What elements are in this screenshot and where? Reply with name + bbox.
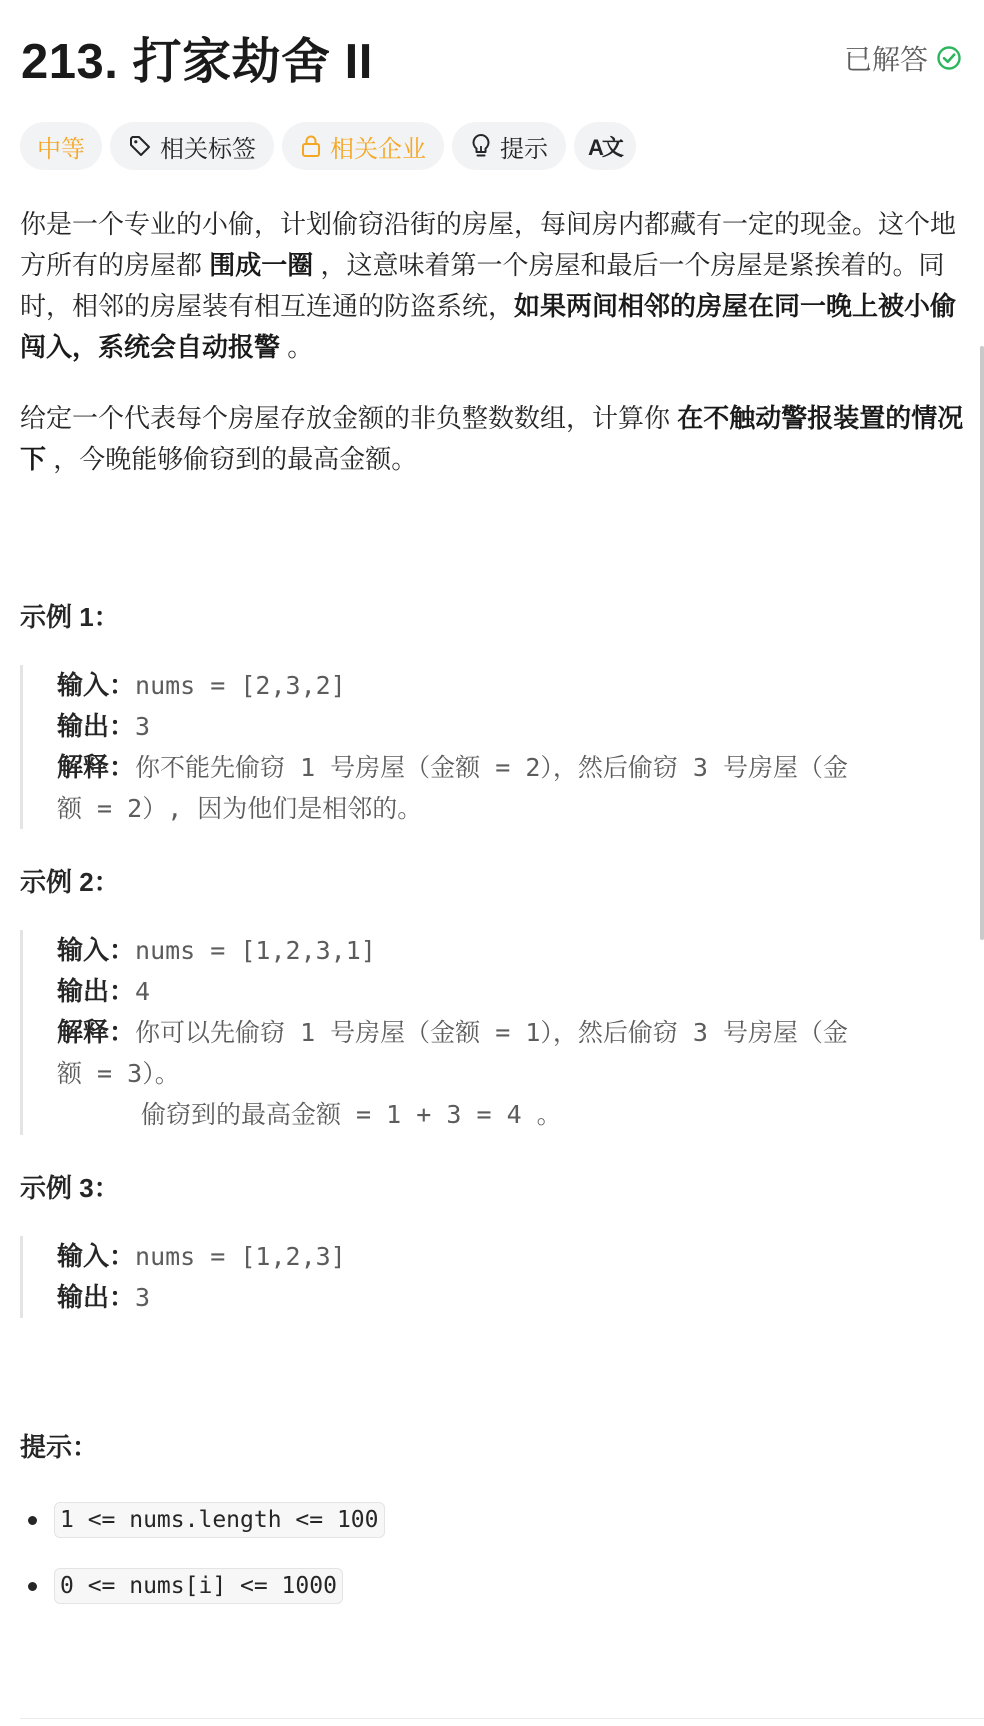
bold-alarm-text: 如果两间相邻的房屋在同一晚上被小偷闯入，系统会自动报警 — [20, 291, 957, 362]
problem-statement — [20, 204, 968, 480]
related-tags-label: 相关标签 — [160, 135, 256, 163]
example-2-input: 输入：nums = [1,2,3,1] — [57, 935, 376, 965]
bold-circle-text: 围成一圈 — [209, 250, 314, 280]
constraints-list — [20, 1500, 385, 1632]
example-1-output: 输出：3 — [57, 711, 151, 741]
translate-button[interactable] — [574, 122, 636, 170]
example-2-explanation: 解释：你可以先偷窃 1 号房屋（金额 = 1），然后偷窃 3 号房屋（金 — [57, 1017, 849, 1047]
example-1-title: 示例 1： — [20, 602, 120, 632]
vertical-scrollbar[interactable] — [980, 346, 984, 940]
constraints-title: 提示： — [20, 1432, 99, 1462]
related-companies-button[interactable] — [282, 122, 444, 170]
hint-button[interactable] — [452, 122, 566, 170]
problem-title[interactable]: 213. 打家劫舍 II — [21, 35, 373, 89]
constraint-code: 0 <= nums[i] <= 1000 — [54, 1568, 343, 1604]
example-3-block — [20, 1236, 962, 1318]
hint-label: 提示 — [500, 135, 548, 163]
example-3-output: 输出：3 — [57, 1282, 151, 1312]
example-1-explanation: 解释：你不能先偷窃 1 号房屋（金额 = 2），然后偷窃 3 号房屋（金 — [57, 752, 849, 782]
bullet-icon — [28, 1582, 37, 1591]
constraint-code: 1 <= nums.length <= 100 — [54, 1502, 385, 1538]
statement-paragraph-1: 你是一个专业的小偷，计划偷窃沿街的房屋，每间房内都藏有一定的现金。这个地方所有的房屋都 围成一圈 ，这意味着第一个房屋和最后一个房屋是紧挨着的。同时，相邻的房屋装有相互连通的防盗系统，如果两间相邻的房屋在同一晚上被小偷闯入，系统会自动报警 。 — [20, 209, 957, 362]
list-item — [20, 1500, 385, 1540]
example-2-output: 输出：4 — [57, 976, 151, 1006]
related-tags-button[interactable] — [110, 122, 274, 170]
statement-paragraph-2: 给定一个代表每个房屋存放金额的非负整数数组，计算你 在不触动警报装置的情况下 ，今晚能够偷窃到的最高金额。 — [20, 403, 964, 474]
solved-status — [844, 38, 962, 78]
lock-icon — [300, 134, 322, 158]
translate-icon: A文 — [588, 134, 622, 160]
solved-label: 已解答 — [843, 44, 928, 75]
example-1-block: 输入：nums = [2,3,2] 输出：3 解释：你不能先偷窃 1 号房屋（金额 = 2），然后偷窃 3 号房屋（金 额 = 2）, 因为他们是相邻的。 — [20, 665, 962, 829]
bold-condition-text: 在不触动警报装置的情况下 — [20, 403, 964, 474]
example-2-block: 输入：nums = [1,2,3,1] 输出：4 解释：你可以先偷窃 1 号房屋（金额 = 1），然后偷窃 3 号房屋（金 额 = 3）。 偷窃到的最高金额 = 1 + 3 = 4 。 — [20, 930, 962, 1135]
difficulty-label: 中等 — [37, 135, 85, 163]
bullet-icon — [28, 1516, 37, 1525]
example-2-title: 示例 2： — [20, 867, 120, 897]
list-item — [20, 1566, 385, 1606]
example-3-title: 示例 3： — [20, 1173, 120, 1203]
related-companies-label: 相关企业 — [330, 135, 426, 163]
title-row — [21, 28, 962, 88]
tag-icon — [128, 134, 152, 158]
lightbulb-icon — [470, 133, 492, 159]
example-3-input: 输入：nums = [1,2,3] — [57, 1241, 346, 1271]
tag-bar — [20, 122, 636, 170]
difficulty-badge[interactable] — [20, 122, 102, 170]
divider — [20, 1718, 984, 1719]
check-circle-icon — [936, 45, 962, 71]
example-1-input: 输入：nums = [2,3,2] — [57, 670, 346, 700]
